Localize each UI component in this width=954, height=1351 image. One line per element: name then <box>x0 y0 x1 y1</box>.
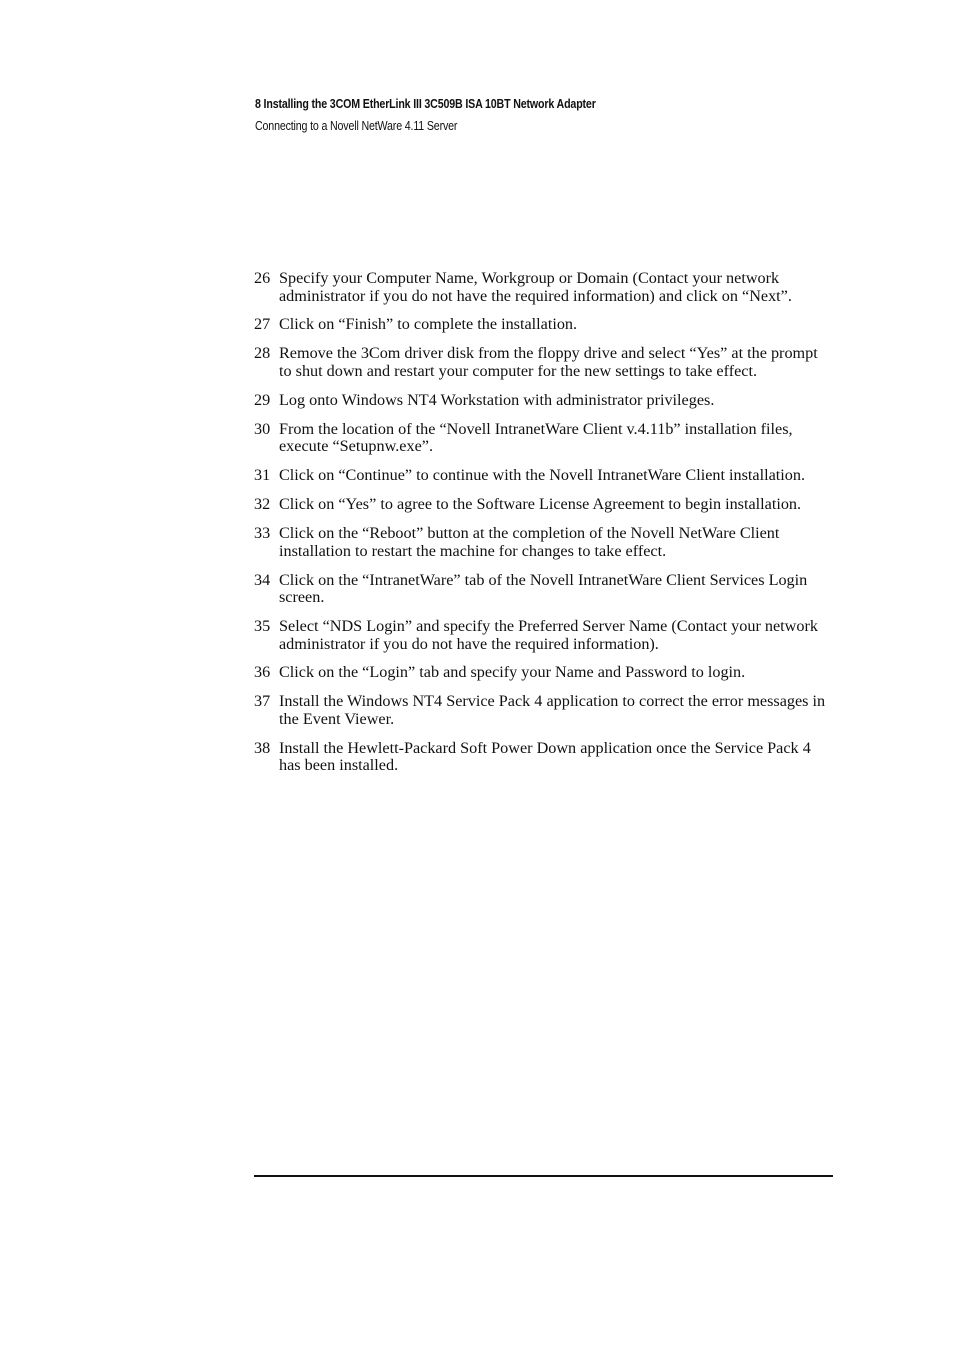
step-32 <box>254 496 832 514</box>
step-34 <box>254 572 832 607</box>
step-28 <box>254 345 832 380</box>
step-text: Click on “Yes” to agree to the Software License Agreement to begin installation. <box>279 495 802 514</box>
step-text: Install the Hewlett-Packard Soft Power Down application once the Service Pack 4 has been installed. <box>279 738 811 775</box>
step-number: 27 <box>254 315 271 334</box>
instruction-steps-list <box>254 270 832 786</box>
step-number: 29 <box>254 390 271 409</box>
step-number: 38 <box>254 738 271 757</box>
step-36 <box>254 664 832 682</box>
step-31 <box>254 467 832 485</box>
step-number: 26 <box>254 269 271 287</box>
step-text: Click on the “Login” tab and specify your Name and Password to login. <box>279 663 746 682</box>
step-number: 37 <box>254 692 271 711</box>
section-title: Connecting to a Novell NetWare 4.11 Server <box>255 118 458 133</box>
step-number: 35 <box>254 616 271 635</box>
step-26 <box>254 270 832 305</box>
step-text: Remove the 3Com driver disk from the floppy drive and select “Yes” at the prompt to shut down and restart your computer for the new settings to take effect. <box>279 344 818 380</box>
step-number: 30 <box>254 419 271 438</box>
step-33 <box>254 525 832 560</box>
step-text: Click on the “IntranetWare” tab of the Novell IntranetWare Client Services Login screen. <box>279 570 808 607</box>
step-37 <box>254 693 832 728</box>
page-header <box>255 94 855 135</box>
step-27 <box>254 316 832 334</box>
step-text: Click on “Finish” to complete the installation. <box>279 315 578 334</box>
step-38 <box>254 740 832 775</box>
step-text: Click on the “Reboot” button at the completion of the Novell NetWare Client installation to restart the machine for changes to take effect. <box>279 524 780 560</box>
step-number: 31 <box>254 466 271 485</box>
step-35 <box>254 618 832 653</box>
step-number: 36 <box>254 663 271 682</box>
step-text: Select “NDS Login” and specify the Preferred Server Name (Contact your network administrator if you do not have the required information). <box>279 616 818 653</box>
footer-divider <box>254 1175 833 1177</box>
chapter-title: 8 Installing the 3COM EtherLink III 3C509B ISA 10BT Network Adapter <box>255 96 596 111</box>
step-number: 28 <box>254 344 271 363</box>
step-30 <box>254 421 832 456</box>
step-number: 33 <box>254 524 271 543</box>
step-number: 34 <box>254 570 271 589</box>
step-text: Specify your Computer Name, Workgroup or Domain (Contact your network administrator if you do not have the required information) and click on “Next”. <box>279 269 792 305</box>
step-29 <box>254 392 832 410</box>
step-text: Log onto Windows NT4 Workstation with administrator privileges. <box>279 390 715 409</box>
step-text: Install the Windows NT4 Service Pack 4 application to correct the error messages in the Event Viewer. <box>279 692 826 728</box>
step-text: Click on “Continue” to continue with the Novell IntranetWare Client installation. <box>279 466 806 485</box>
step-text: From the location of the “Novell IntranetWare Client v.4.11b” installation files, execute “Setupnw.exe”. <box>279 419 793 456</box>
step-number: 32 <box>254 495 271 514</box>
